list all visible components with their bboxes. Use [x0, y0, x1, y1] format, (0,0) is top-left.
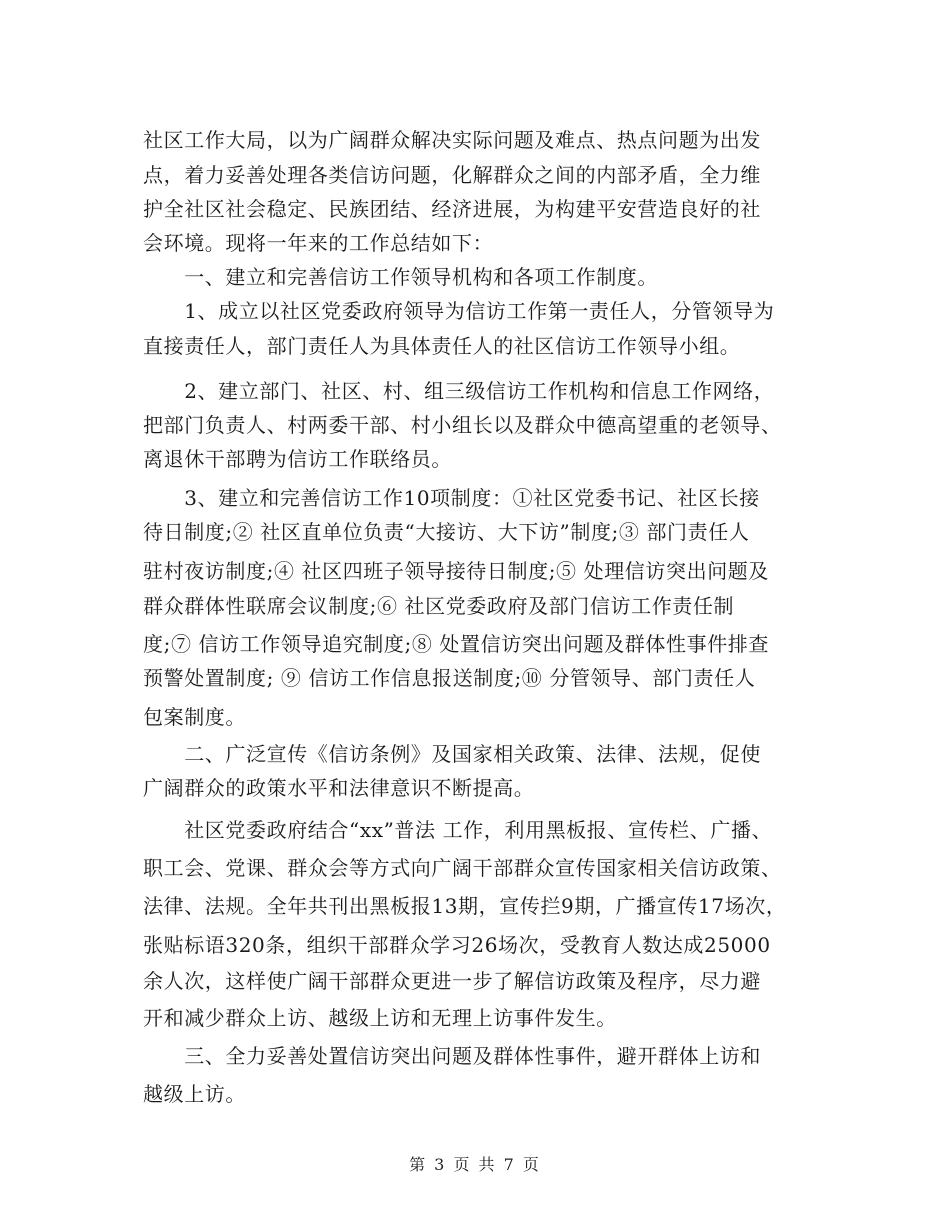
text-line: 度;⑦ 信访工作领导追究制度;⑧ 处置信访突出问题及群体性事件排查	[143, 632, 769, 656]
section-heading-1: 一、建立和完善信访工作领导机构和各项工作制度。	[143, 265, 658, 289]
text-line: 社区工作大局，以为广阔群众解决实际问题及难点、热点问题为出发	[143, 128, 761, 152]
text-line: 职工会、党课、群众会等方式向广阔干部群众宣传国家相关信访政策、	[143, 856, 782, 880]
page-number-footer: 第 3 页 共 7 页	[409, 1155, 541, 1174]
text-line: 包案制度。	[143, 705, 246, 729]
text-line: 余人次，这样使广阔干部群众更进一步了解信访政策及程序，尽力避	[143, 969, 761, 993]
text-line: 护全社区社会稳定、民族团结、经济进展，为构建平安营造良好的社	[143, 197, 761, 221]
text-line: 驻村夜访制度;④ 社区四班子领导接待日制度;⑤ 处理信访突出问题及	[143, 559, 769, 583]
section-heading-3: 三、全力妥善处置信访突出问题及群体性事件，避开群体上访和	[143, 1044, 761, 1068]
text-line: 预警处置制度; ⑨ 信访工作信息报送制度;⑩ 分管领导、部门责任人	[143, 666, 756, 690]
text-line: 2、建立部门、社区、村、组三级信访工作机构和信息工作网络，	[143, 379, 775, 403]
text-line: 会环境。现将一年来的工作总结如下：	[143, 231, 494, 255]
section-heading-2: 二、广泛宣传《信访条例》及国家相关政策、法律、法规，促使	[143, 742, 761, 766]
text-line: 社区党委政府结合“xx”普法 工作，利用黑板报、宣传栏、广播、	[143, 818, 773, 842]
text-line: 开和减少群众上访、越级上访和无理上访事件发生。	[143, 1006, 617, 1030]
text-line: 张贴标语320条，组织干部群众学习26场次，受教育人数达成25000	[143, 933, 771, 957]
text-line: 1、成立以社区党委政府领导为信访工作第一责任人，分管领导为	[143, 299, 775, 323]
text-line: 把部门负责人、村两委干部、村小组长以及群众中德高望重的老领导、	[143, 413, 782, 437]
text-line: 广阔群众的政策水平和法律意识不断提高。	[143, 776, 535, 800]
text-line: 点，着力妥善处理各类信访问题，化解群众之间的内部矛盾，全力维	[143, 163, 761, 187]
text-line: 越级上访。	[143, 1082, 246, 1106]
text-line: 法律、法规。全年共刊出黑板报13期，宣传拦9期，广播宣传17场次，	[143, 894, 787, 918]
text-line: 待日制度;② 社区直单位负责“大接访、大下访”制度;③ 部门责任人	[143, 520, 750, 544]
text-line: 3、建立和完善信访工作10项制度：①社区党委书记、社区长接	[143, 486, 760, 510]
text-line: 直接责任人，部门责任人为具体责任人的社区信访工作领导小组。	[143, 334, 741, 358]
text-line: 离退休干部聘为信访工作联络员。	[143, 447, 452, 471]
text-line: 群众群体性联席会议制度;⑥ 社区党委政府及部门信访工作责任制	[143, 594, 735, 618]
